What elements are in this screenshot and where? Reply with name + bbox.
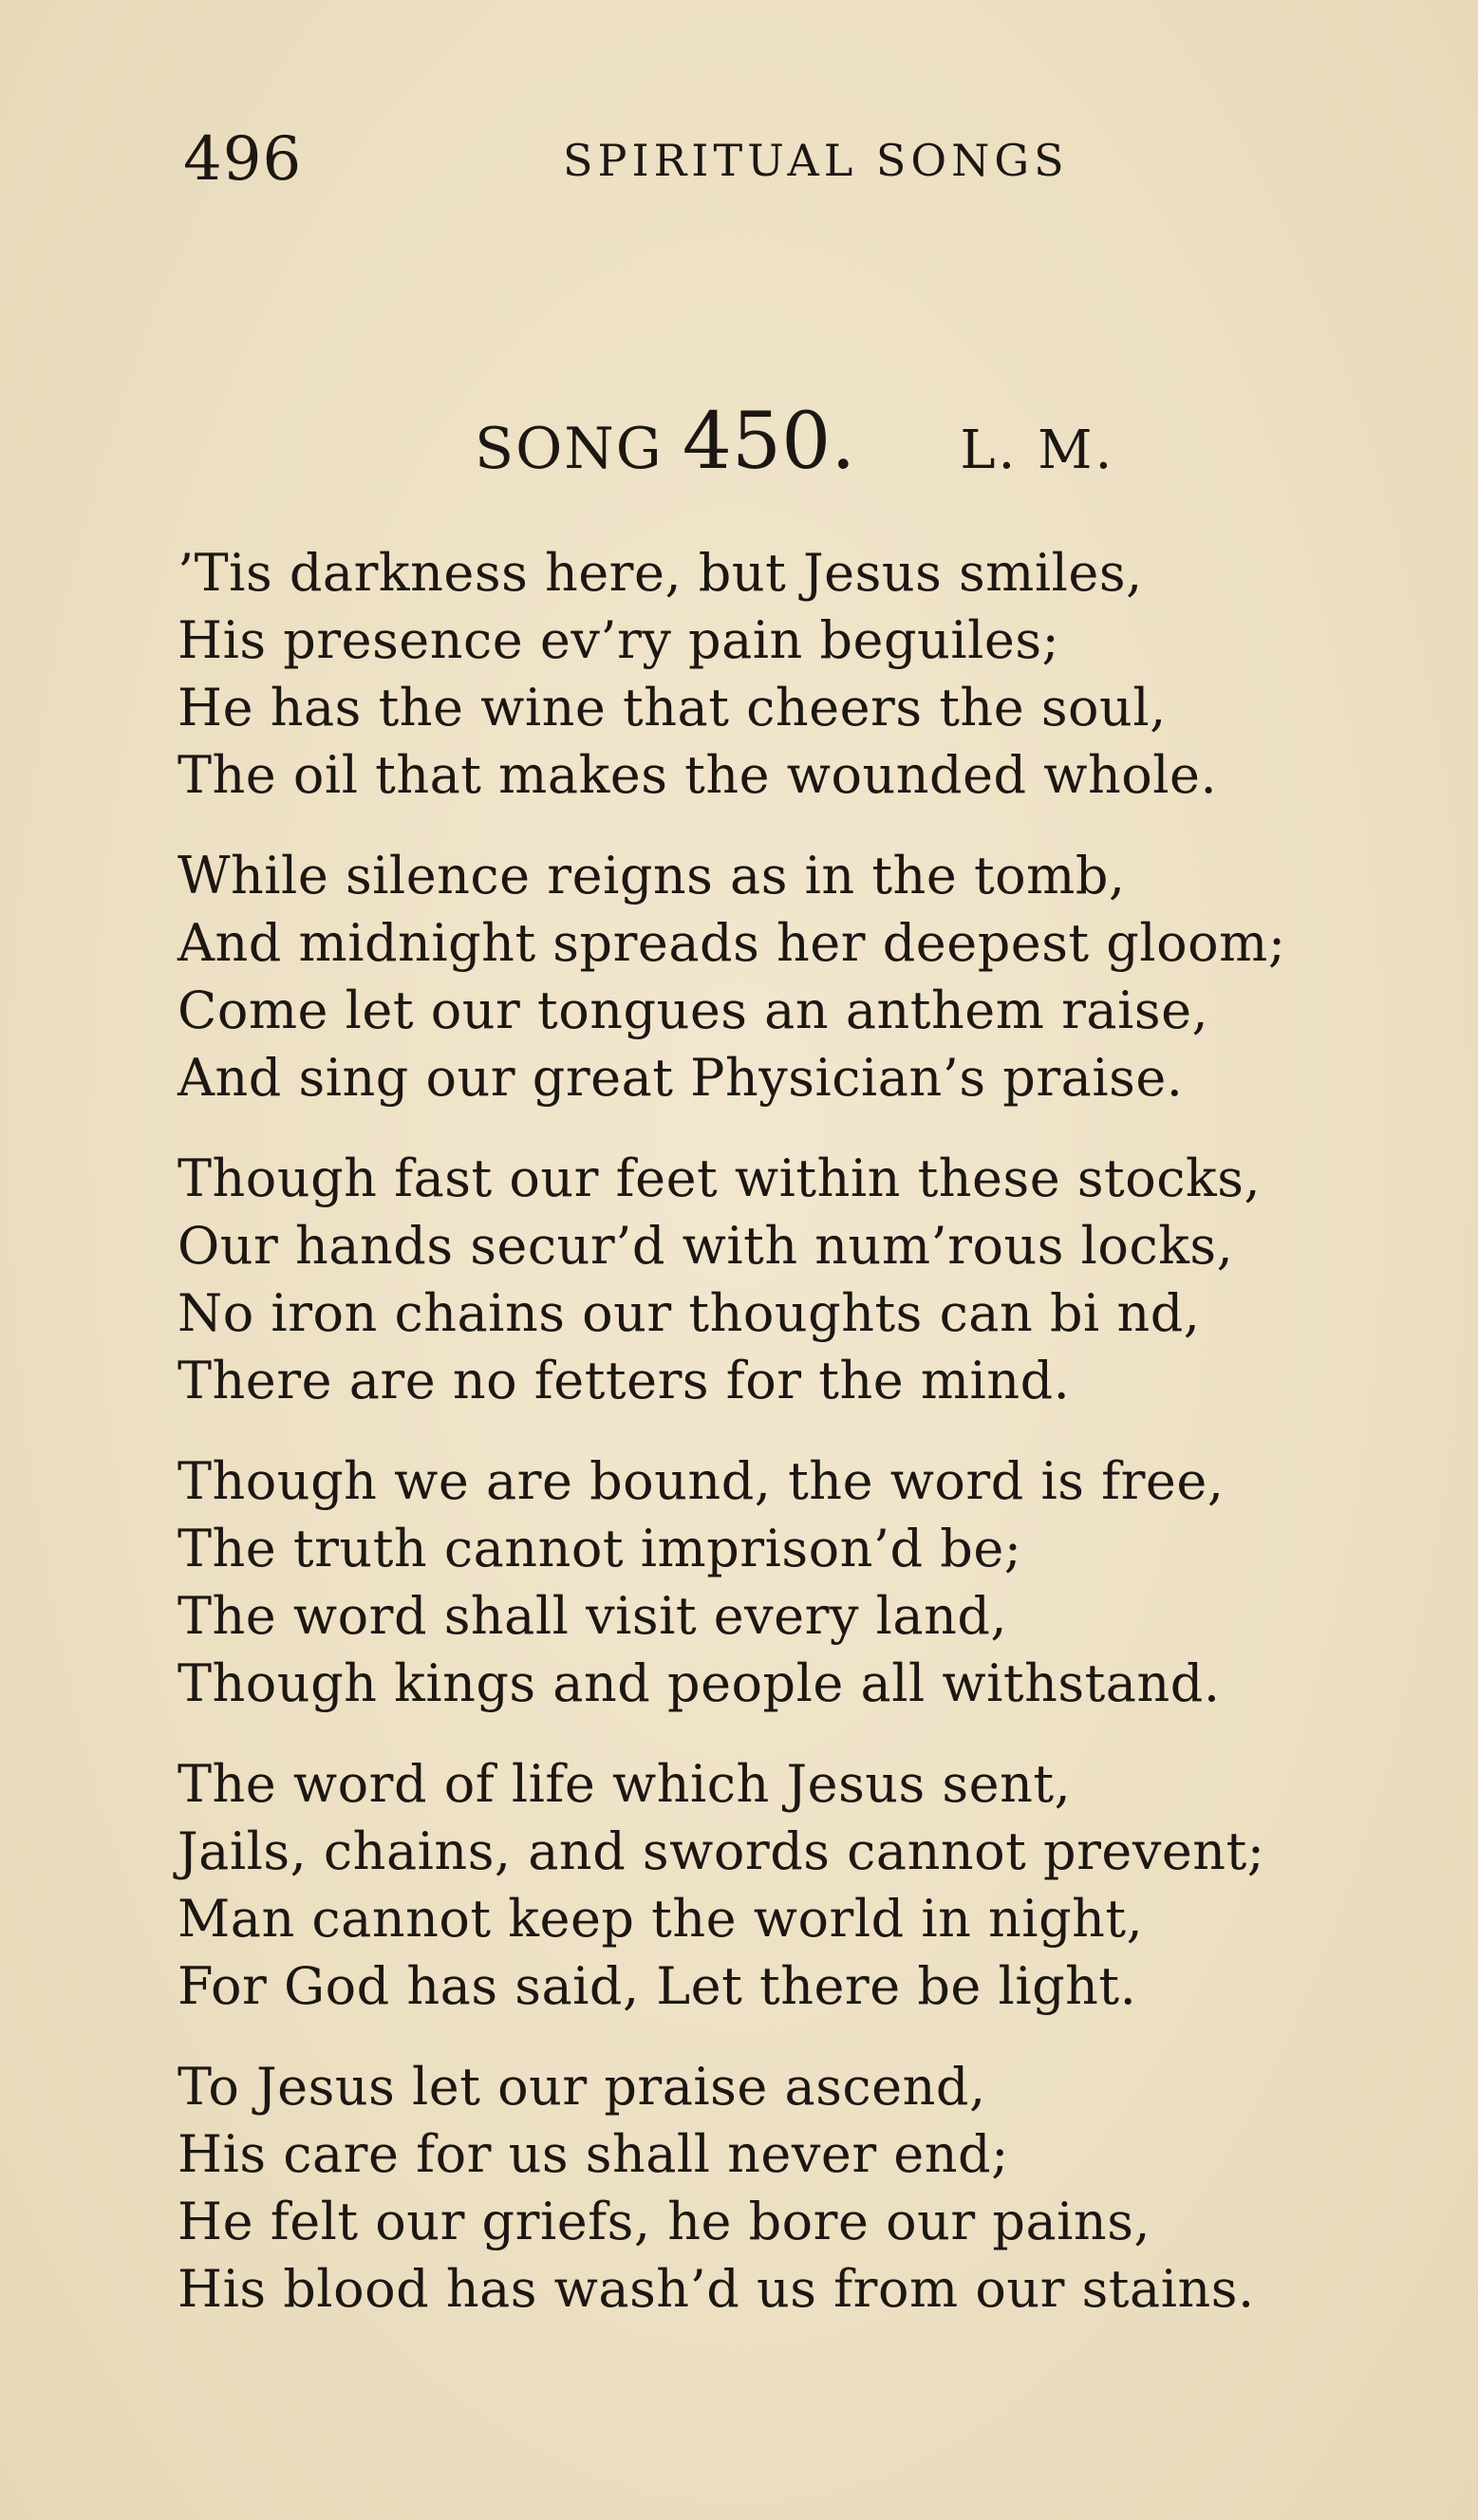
verse-line: He has the wine that cheers the soul, xyxy=(178,678,1167,737)
stanza-3 xyxy=(178,1145,1431,1414)
stanza-2 xyxy=(178,842,1431,1111)
verse-line: No iron chains our thoughts can bi nd, xyxy=(178,1283,1201,1343)
verse-line: Our hands secur’d with num’rous locks, xyxy=(178,1216,1234,1276)
verse-line: His care for us shall never end; xyxy=(178,2124,1009,2184)
verse-line: His blood has wash’d us from our stains. xyxy=(178,2259,1255,2319)
page-number: 496 xyxy=(183,124,303,195)
song-label: SONG xyxy=(475,416,664,482)
verse-line: His presence ev’ry pain beguiles; xyxy=(178,610,1060,670)
running-title: SPIRITUAL SONGS xyxy=(563,135,1069,186)
verse-line: To Jesus let our praise ascend, xyxy=(178,2057,986,2117)
verse-line: ’Tis darkness here, but Jesus smiles, xyxy=(178,543,1143,603)
verse-line: Come let our tongues an anthem raise, xyxy=(178,980,1209,1040)
verse-line: There are no fetters for the mind. xyxy=(178,1351,1071,1410)
song-text xyxy=(178,539,1431,2356)
verse-line: And sing our great Physician’s praise. xyxy=(178,1048,1184,1108)
verse-line: Though kings and people all withstand. xyxy=(178,1653,1221,1713)
verse-line: Though fast our feet within these stocks, xyxy=(178,1148,1262,1208)
verse-line: The oil that makes the wounded whole. xyxy=(178,745,1218,805)
stanza-1 xyxy=(178,539,1431,809)
verse-line: Man cannot keep the world in night, xyxy=(178,1889,1144,1949)
verse-line: Though we are bound, the word is free, xyxy=(178,1451,1225,1511)
verse-line: While silence reigns as in the tomb, xyxy=(178,846,1126,905)
song-meter: L. M. xyxy=(960,420,1115,481)
song-heading xyxy=(475,397,1329,492)
verse-line: And midnight spreads her deepest gloom; xyxy=(178,913,1286,973)
stanza-6 xyxy=(178,2053,1431,2323)
verse-line: The word of life which Jesus sent, xyxy=(178,1754,1072,1814)
verse-line: The word shall visit every land, xyxy=(178,1586,1008,1646)
running-head xyxy=(183,121,1151,197)
song-number: 450. xyxy=(682,397,856,487)
verse-line: For God has said, Let there be light. xyxy=(178,1956,1137,2016)
stanza-4 xyxy=(178,1447,1431,1717)
verse-line: Jails, chains, and swords cannot prevent; xyxy=(178,1821,1265,1881)
verse-line: He felt our griefs, he bore our pains, xyxy=(178,2192,1151,2251)
verse-line: The truth cannot imprison’d be; xyxy=(178,1519,1022,1578)
stanza-5 xyxy=(178,1750,1431,2020)
